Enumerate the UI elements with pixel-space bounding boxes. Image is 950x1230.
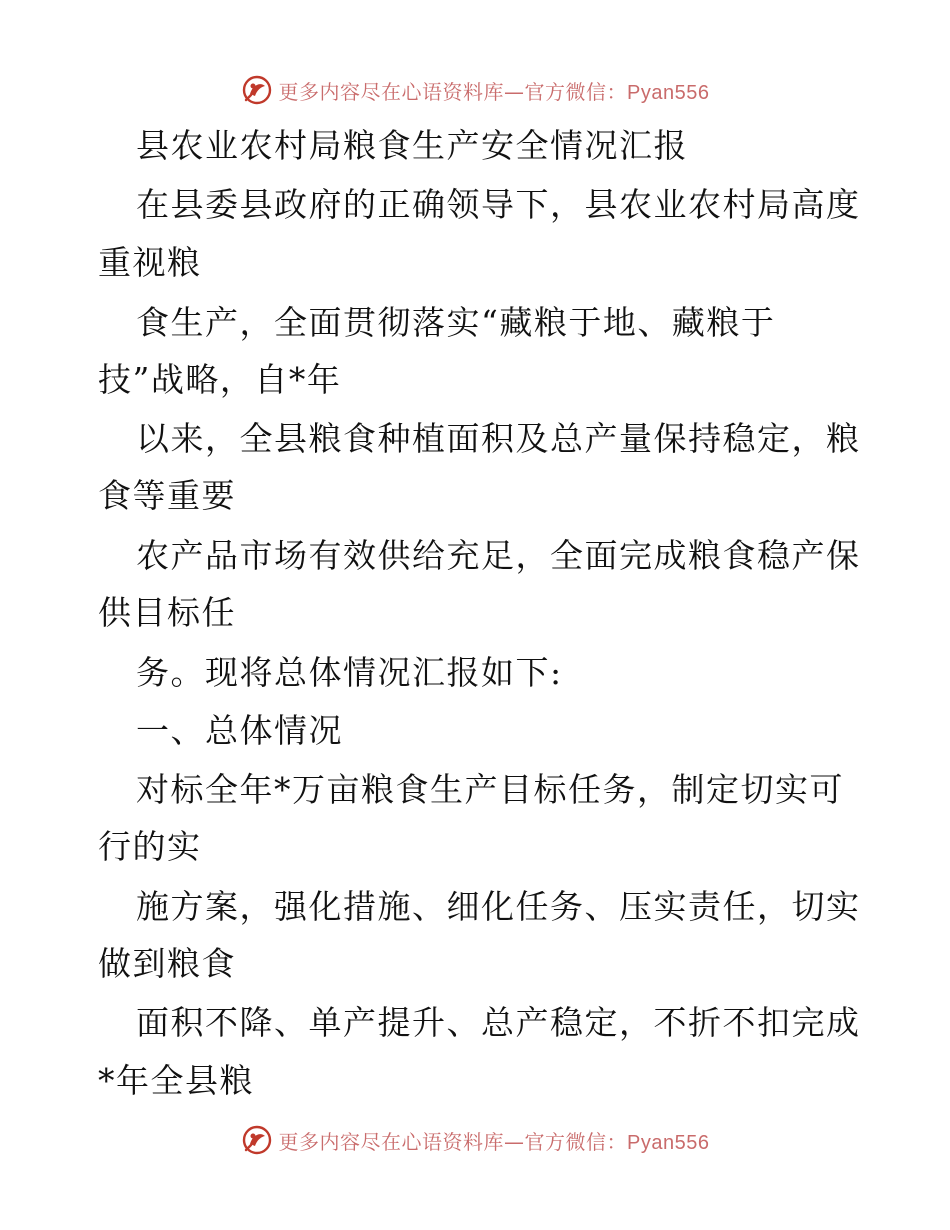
text-line: 对标全年*万亩粮食生产目标任务，制定切实可 (136, 770, 844, 809)
section-heading: 一、总体情况 (136, 711, 343, 750)
watermark-text: 更多内容尽在心语资料库—官方微信：Pyan556 (278, 79, 710, 104)
text-line: 食生产，全面贯彻落实“藏粮于地、藏粮于 (136, 303, 776, 342)
text-line: 农产品市场有效供给充足，全面完成粮食稳产保 (136, 536, 861, 575)
text-line: 技”战略，自*年 (98, 360, 342, 399)
text-line: 面积不降、单产提升、总产稳定，不折不扣完成 (136, 1003, 861, 1042)
text-line: 以来，全县粮食种植面积及总产量保持稳定，粮 (136, 419, 861, 458)
text-line: 做到粮食 (98, 944, 236, 983)
text-line: 重视粮 (98, 243, 202, 282)
text-line: 食等重要 (98, 476, 236, 515)
text-line: 在县委县政府的正确领导下，县农业农村局高度 (136, 185, 861, 224)
watermark-text: 更多内容尽在心语资料库—官方微信：Pyan556 (278, 1129, 710, 1154)
document-title: 县农业农村局粮食生产安全情况汇报 (136, 126, 688, 165)
text-line: 务。现将总体情况汇报如下: (136, 653, 563, 692)
logo-icon (241, 1124, 273, 1156)
footer-watermark (0, 1122, 950, 1158)
text-line: 行的实 (98, 827, 202, 866)
text-line: 施方案，强化措施、细化任务、压实责任，切实 (136, 887, 861, 926)
text-line: 供目标任 (98, 593, 236, 632)
text-line: *年全县粮 (98, 1061, 254, 1100)
